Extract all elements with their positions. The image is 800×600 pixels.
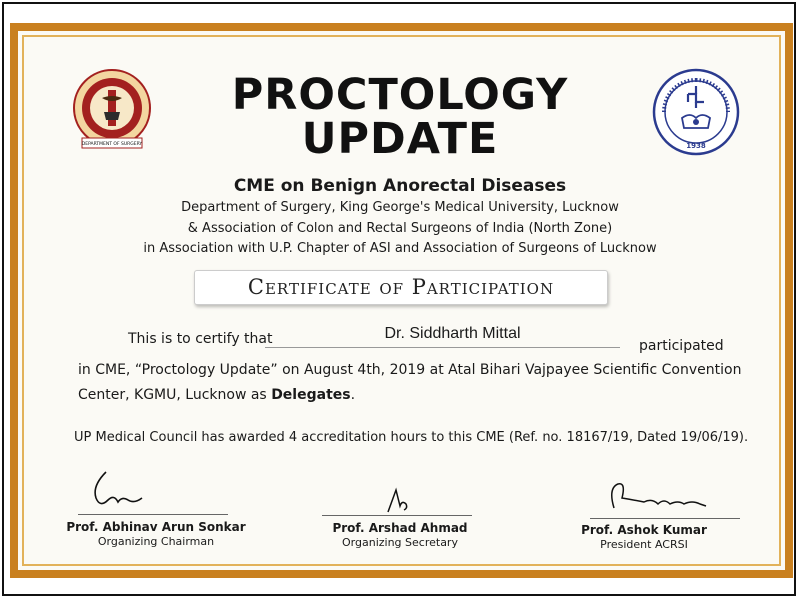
- signatory-1-name: Prof. Abhinav Arun Sonkar: [66, 520, 246, 534]
- certificate-heading: Certificate of Participation: [194, 270, 608, 305]
- signatory-1-role: Organizing Chairman: [97, 535, 215, 548]
- signature-sonkar: [88, 468, 148, 510]
- svg-text:DEPARTMENT OF SURGERY: DEPARTMENT OF SURGERY: [81, 142, 143, 147]
- accreditation-text: UP Medical Council has awarded 4 accreditation hours to this CME (Ref. no. 18167/19, Dated 19/06/19).: [74, 430, 749, 445]
- organizer-line-3: in Association with U.P. Chapter of ASI and Association of Surgeons of Lucknow: [143, 241, 657, 256]
- participant-role: Delegates: [271, 387, 351, 403]
- participated-text: participated: [639, 338, 724, 354]
- title-line-1: PROCTOLOGY: [231, 70, 569, 120]
- body-line-3-suffix: .: [350, 387, 356, 403]
- signatory-3-role: President ACRSI: [600, 538, 688, 551]
- event-name: CME on Benign Anorectal Diseases: [233, 176, 567, 196]
- organizer-line-1: Department of Surgery, King George's Medical University, Lucknow: [181, 200, 619, 215]
- certify-prefix: This is to certify that: [128, 331, 273, 347]
- signature-line-2: [322, 515, 472, 516]
- signature-kumar: [604, 478, 714, 518]
- title-line-2: UPDATE: [301, 114, 499, 164]
- signature-line-1: [78, 514, 228, 515]
- body-line-2: in CME, “Proctology Update” on August 4th, 2019 at Atal Bihari Vajpayee Scientific Convention: [78, 362, 742, 378]
- participant-name-underline: [265, 347, 620, 348]
- signature-line-3: [590, 518, 740, 519]
- organizer-line-2: & Association of Colon and Rectal Surgeons of India (North Zone): [187, 221, 613, 236]
- signatory-3-name: Prof. Ashok Kumar: [581, 523, 707, 537]
- asi-seal-year: 1938: [686, 142, 706, 150]
- signature-ahmad: [382, 486, 412, 516]
- body-line-3: [78, 387, 355, 403]
- signatory-2-role: Organizing Secretary: [342, 536, 458, 549]
- signatory-2-name: Prof. Arshad Ahmad: [332, 521, 468, 535]
- body-line-3-prefix: Center, KGMU, Lucknow as: [78, 387, 267, 403]
- participant-name: Dr. Siddharth Mittal: [384, 325, 521, 342]
